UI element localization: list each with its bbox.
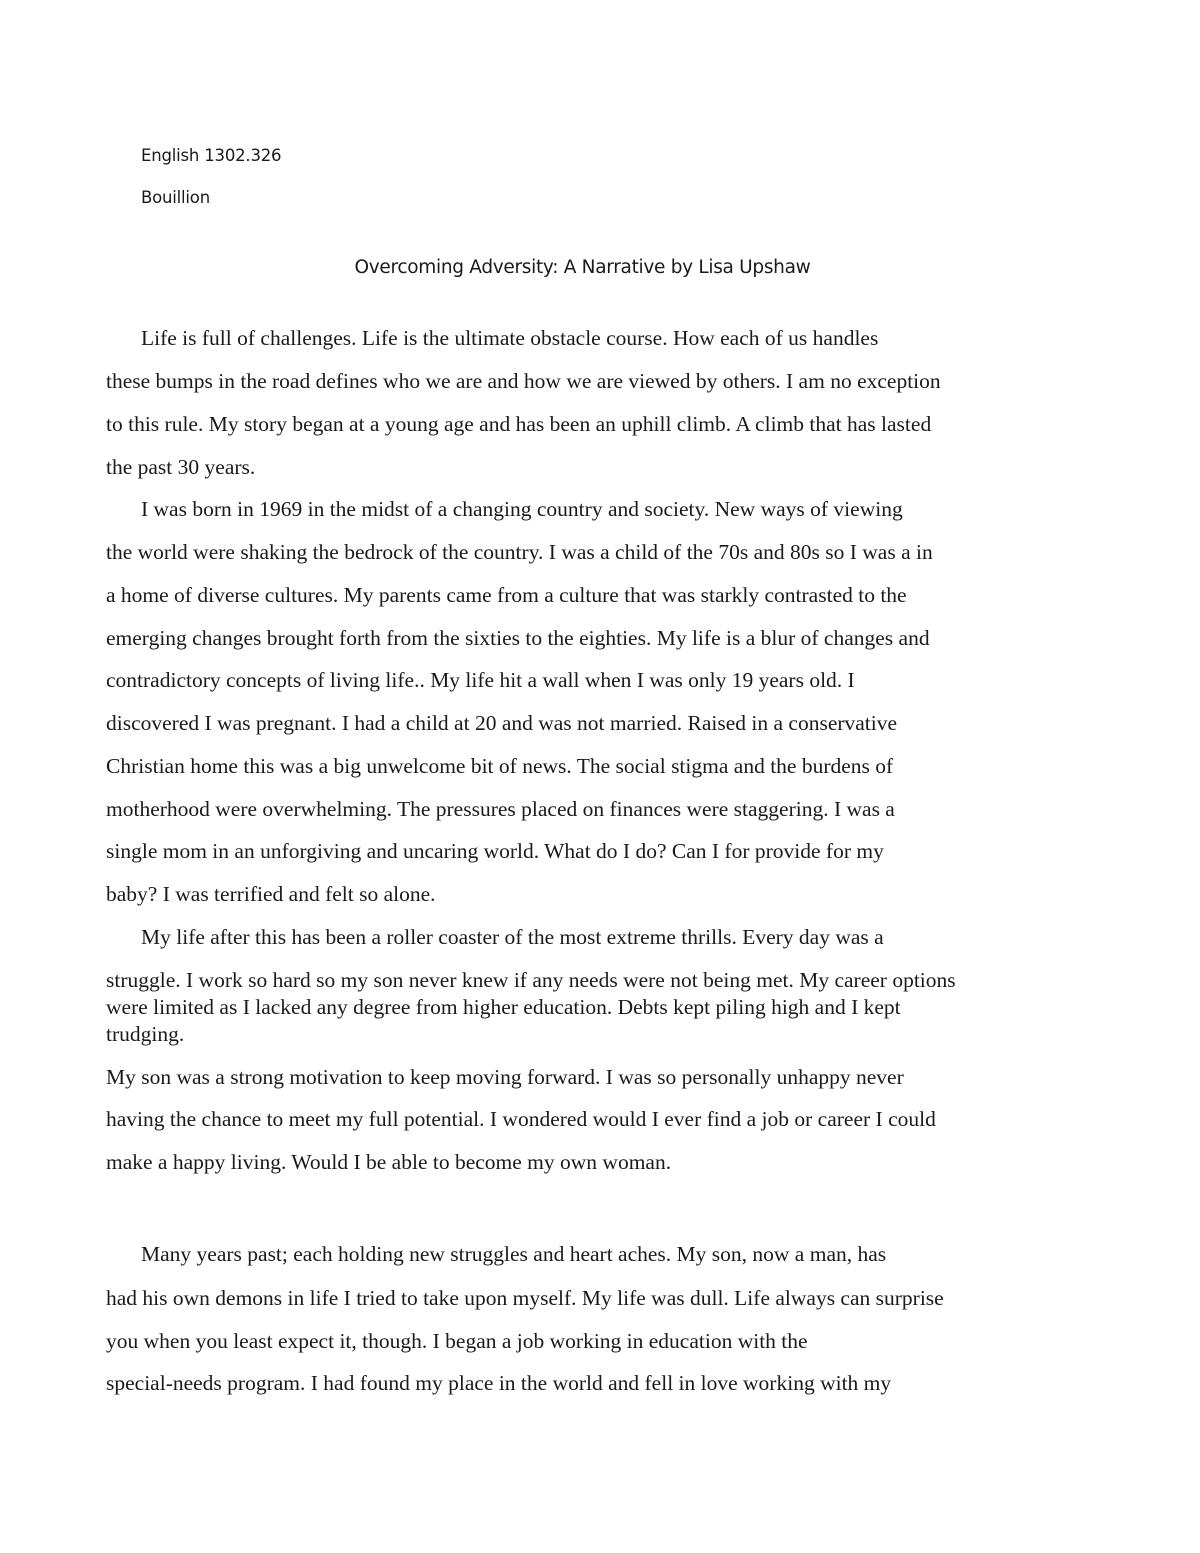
body-line: were limited as I lacked any degree from higher education. Debts kept piling high and I kept: [106, 995, 901, 1019]
body-line: I was born in 1969 in the midst of a changing country and society. New ways of viewing: [141, 497, 903, 521]
body-line: baby? I was terrified and felt so alone.: [106, 882, 436, 906]
body-line: discovered I was pregnant. I had a child at 20 and was not married. Raised in a conservative: [106, 711, 898, 735]
body-line: struggle. I work so hard so my son never knew if any needs were not being met. My career options: [106, 968, 956, 992]
body-line: make a happy living. Would I be able to become my own woman.: [106, 1150, 672, 1174]
body-line: had his own demons in life I tried to take upon myself. My life was dull. Life always can surprise: [106, 1286, 944, 1310]
body-line: My son was a strong motivation to keep moving forward. I was so personally unhappy never: [106, 1065, 904, 1089]
body-line: Life is full of challenges. Life is the ultimate obstacle course. How each of us handles: [141, 326, 879, 350]
body-line: having the chance to meet my full potential. I wondered would I ever find a job or career I could: [106, 1107, 936, 1131]
body-line: Many years past; each holding new struggles and heart aches. My son, now a man, has: [141, 1242, 887, 1266]
body-line: Christian home this was a big unwelcome bit of news. The social stigma and the burdens of: [106, 754, 894, 778]
body-line: a home of diverse cultures. My parents came from a culture that was starkly contrasted to the: [106, 583, 907, 607]
body-line: emerging changes brought forth from the sixties to the eighties. My life is a blur of changes and: [106, 626, 930, 650]
body-line: contradictory concepts of living life.. My life hit a wall when I was only 19 years old. I: [106, 668, 855, 692]
body-line: trudging.: [106, 1022, 185, 1046]
body-line: to this rule. My story began at a young age and has been an uphill climb. A climb that has lasted: [106, 412, 932, 436]
body-line: My life after this has been a roller coaster of the most extreme thrills. Every day was a: [141, 925, 884, 949]
body-line: special-needs program. I had found my place in the world and fell in love working with my: [106, 1371, 892, 1395]
body-line: motherhood were overwhelming. The pressures placed on finances were staggering. I was a: [106, 797, 895, 821]
course-line: English 1302.326: [141, 146, 282, 165]
body-line: single mom in an unforgiving and uncaring world. What do I do? Can I for provide for my: [106, 839, 884, 863]
body-line: you when you least expect it, though. I began a job working in education with the: [106, 1329, 808, 1353]
essay-title: Overcoming Adversity: A Narrative by Lisa Upshaw: [354, 257, 811, 278]
body-line: the past 30 years.: [106, 455, 256, 479]
instructor-line: Bouillion: [141, 188, 210, 207]
body-line: the world were shaking the bedrock of the country. I was a child of the 70s and 80s so I was a in: [106, 540, 933, 564]
body-line: these bumps in the road defines who we are and how we are viewed by others. I am no exception: [106, 369, 941, 393]
